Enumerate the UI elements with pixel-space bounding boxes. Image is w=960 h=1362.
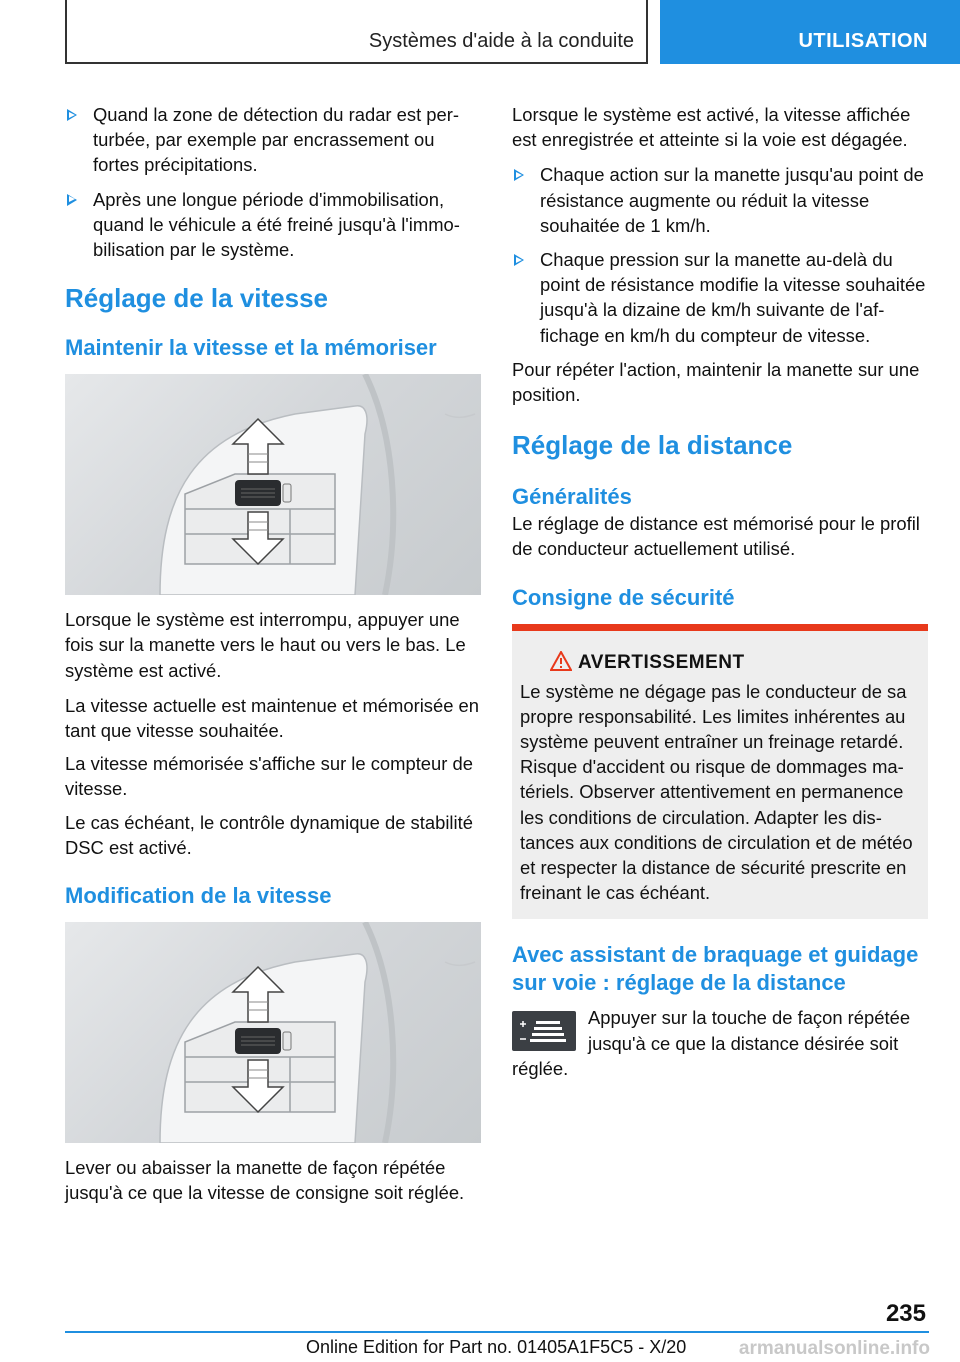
steering-wheel-control-illustration <box>65 922 481 1143</box>
header-section-title: Systèmes d'aide à la conduite <box>368 30 634 52</box>
distance-bars-icon <box>512 1011 576 1051</box>
header-section-box <box>65 0 648 64</box>
paragraph: Lorsque le système est activé, la vitesse affichée est enregistrée et atteinte si la voie est dégagée. <box>512 104 911 151</box>
footer-edition: Online Edition for Part no. 01405A1F5C5 - X/20 <box>306 1337 687 1357</box>
paragraph: La vitesse mémorisée s'affiche sur le compteur de vitesse. <box>65 753 473 800</box>
paragraph: Pour répéter l'action, maintenir la manette sur une position. <box>512 358 920 406</box>
heading-speed-setting: Réglage de la vitesse <box>65 283 329 314</box>
instruction-with-icon <box>512 1005 928 1081</box>
bullet-triangle-icon <box>514 254 524 266</box>
list-item <box>65 187 481 263</box>
warning-title <box>520 651 920 675</box>
warning-text: Le système ne dégage pas le conducteur de sa propre responsabilité. Les limites inhérentes au système peuvent entraîner un freinage retardé. Risque d'accident ou risque de dommages matériels. Observer attentivement en permanence les conditions de circulation. Adapter les distances aux conditions de circulation et de météo et respecter la distance de sécurité prescrite en freinant le cas échéant. <box>520 680 913 904</box>
header-chapter-tab[interactable] <box>660 0 960 64</box>
list-item-text: Quand la zone de détection du radar est perturbée, par exemple par encrassement ou fortes précipitations. <box>93 104 460 176</box>
list-item-text: Chaque pression sur la manette au-delà du point de résistance modifie la vitesse souhaitée jusqu'à la dizaine de km/h suivante de l'affichage en km/h du compteur de vitesse. <box>540 249 926 346</box>
heading-distance-setting: Réglage de la distance <box>512 430 793 461</box>
footer-divider <box>65 1331 929 1333</box>
right-column <box>512 102 928 1089</box>
heading-steering-assistant: Avec assistant de braquage et guidage sur voie : réglage de la distance <box>512 942 919 996</box>
steering-wheel-control-illustration <box>65 374 481 595</box>
warning-triangle-icon <box>550 651 572 671</box>
paragraph: Le réglage de distance est mémorisé pour le profil de conducteur actuellement utilisé. <box>512 513 920 560</box>
warning-title-text: AVERTISSEMENT <box>578 651 745 673</box>
list-item-text: Chaque action sur la manette jusqu'au point de résistance augmente ou réduit la vitesse souhaitée de 1 km/h. <box>540 164 924 236</box>
paragraph: Lever ou abaisser la manette de façon répétée jusqu'à ce que la vitesse de consigne soit réglée. <box>65 1157 465 1204</box>
paragraph: Appuyer sur la touche de façon répétée jusqu'à ce que la distance désirée soit réglée. <box>512 1007 911 1079</box>
paragraph: Lorsque le système est interrompu, appuyer une fois sur la manette vers le haut ou vers le bas. Le système est activé. <box>65 609 466 681</box>
paragraph: La vitesse actuelle est maintenue et mémorisée en tant que vitesse souhaitée. <box>65 694 480 742</box>
header-chapter-label: UTILISATION <box>798 30 928 52</box>
heading-maintain-speed: Maintenir la vitesse et la mémoriser <box>65 335 437 361</box>
distance-button-icon <box>512 1011 576 1051</box>
list-item <box>512 247 928 348</box>
list-item <box>65 102 481 178</box>
heading-general: Généralités <box>512 484 632 510</box>
list-item <box>512 162 928 238</box>
steering-wheel-control-photo <box>65 374 481 595</box>
heading-safety-notice: Consigne de sécurité <box>512 584 735 610</box>
paragraph: Le cas échéant, le contrôle dynamique de stabilité DSC est activé. <box>65 811 473 858</box>
heading-modify-speed: Modification de la vitesse <box>65 883 332 909</box>
watermark: armanualsonline.info <box>738 1338 930 1359</box>
left-column <box>65 102 481 1213</box>
bullet-triangle-icon <box>67 109 77 121</box>
list-item-text: Après une longue période d'immobilisation, quand le véhicule a été freiné jusqu'à l'immobilisation par le système. <box>93 188 460 261</box>
bullet-triangle-icon <box>67 194 77 206</box>
steering-wheel-control-photo <box>65 922 481 1143</box>
warning-box <box>512 624 928 920</box>
bullet-triangle-icon <box>514 169 524 181</box>
page-number: 235 <box>885 1300 926 1327</box>
